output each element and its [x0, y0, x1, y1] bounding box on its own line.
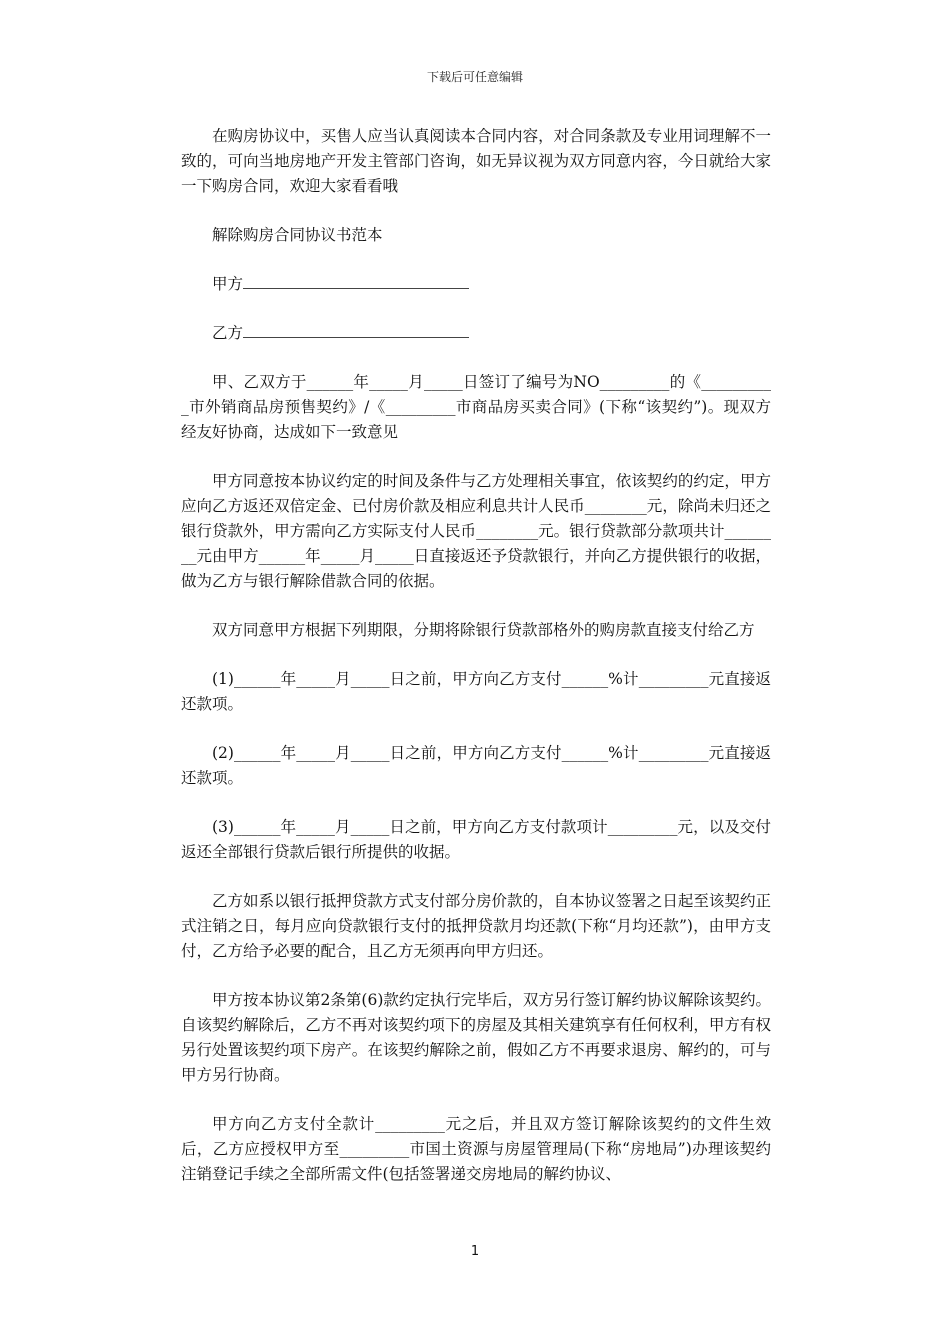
document-title: 解除购房合同协议书范本	[212, 226, 383, 244]
page-header: 下载后可任意编辑	[426, 70, 523, 84]
document-body	[181, 124, 771, 1211]
party-b-line	[181, 321, 771, 346]
installment-item: (1)______年_____月_____日之前，甲方向乙方支付______%计_________元直接返还款项。	[181, 670, 771, 713]
clause-registration-cancellation: 甲方向乙方支付全款计_________元之后，并且双方签订解除该契约的文件生效后，乙方应授权甲方至_________市国土资源与房屋管理局(下称“房地局”)办理该契约注销登记手续之全部所需文件(包括签署递交房地局的解约协议、	[181, 1115, 771, 1183]
installment-item: (2)______年_____月_____日之前，甲方向乙方支付______%计_________元直接返还款项。	[181, 744, 771, 787]
clause-mortgage-repayment: 乙方如系以银行抵押贷款方式支付部分房价款的，自本协议签署之日起至该契约正式注销之日，每月应向贷款银行支付的抵押贷款月均还款(下称“月均还款”)，由甲方支付，乙方给予必要的配合，且乙方无须再向甲方归还。	[181, 892, 771, 960]
intro-paragraph: 在购房协议中，买售人应当认真阅读本合同内容，对合同条款及专业用词理解不一致的，可向当地房地产开发主管部门咨询，如无异议视为双方同意内容，今日就给大家一下购房合同，欢迎大家看看哦	[181, 127, 771, 195]
clause-agreement-reference: 甲、乙双方于______年_____月_____日签订了编号为NO_________的《__________市外销商品房预售契约》/《_________市商品房买卖合同》(下称“该契约”)。现双方经友好协商，达成如下一致意见	[181, 373, 771, 441]
party-a-label: 甲方	[212, 275, 244, 293]
party-b-blank	[243, 321, 469, 338]
party-a-blank	[243, 272, 469, 289]
clause-contract-termination: 甲方按本协议第2条第(6)款约定执行完毕后，双方另行签订解约协议解除该契约。自该契约解除后，乙方不再对该契约项下的房屋及其相关建筑享有任何权利，甲方有权另行处置该契约项下房产。在该契约解除之前，假如乙方不再要求退房、解约的，可与甲方另行协商。	[181, 991, 771, 1084]
installment-item: (3)______年_____月_____日之前，甲方向乙方支付款项计_________元，以及交付返还全部银行贷款后银行所提供的收据。	[181, 818, 771, 861]
clause-refund-terms: 甲方同意按本协议约定的时间及条件与乙方处理相关事宜，依该契约的约定，甲方应向乙方返还双倍定金、已付房价款及相应利息共计人民币________元，除尚未归还之银行贷款外，甲方需向乙方实际支付人民币________元。银行贷款部分款项共计________元由甲方______年_____月_____日直接返还予贷款银行，并向乙方提供银行的收据，做为乙方与银行解除借款合同的依据。	[181, 472, 771, 590]
party-b-label: 乙方	[212, 324, 244, 342]
party-a-line	[181, 272, 771, 297]
clause-installments-intro: 双方同意甲方根据下列期限，分期将除银行贷款部格外的购房款直接支付给乙方	[212, 621, 755, 639]
page-number: 1	[470, 1244, 480, 1259]
